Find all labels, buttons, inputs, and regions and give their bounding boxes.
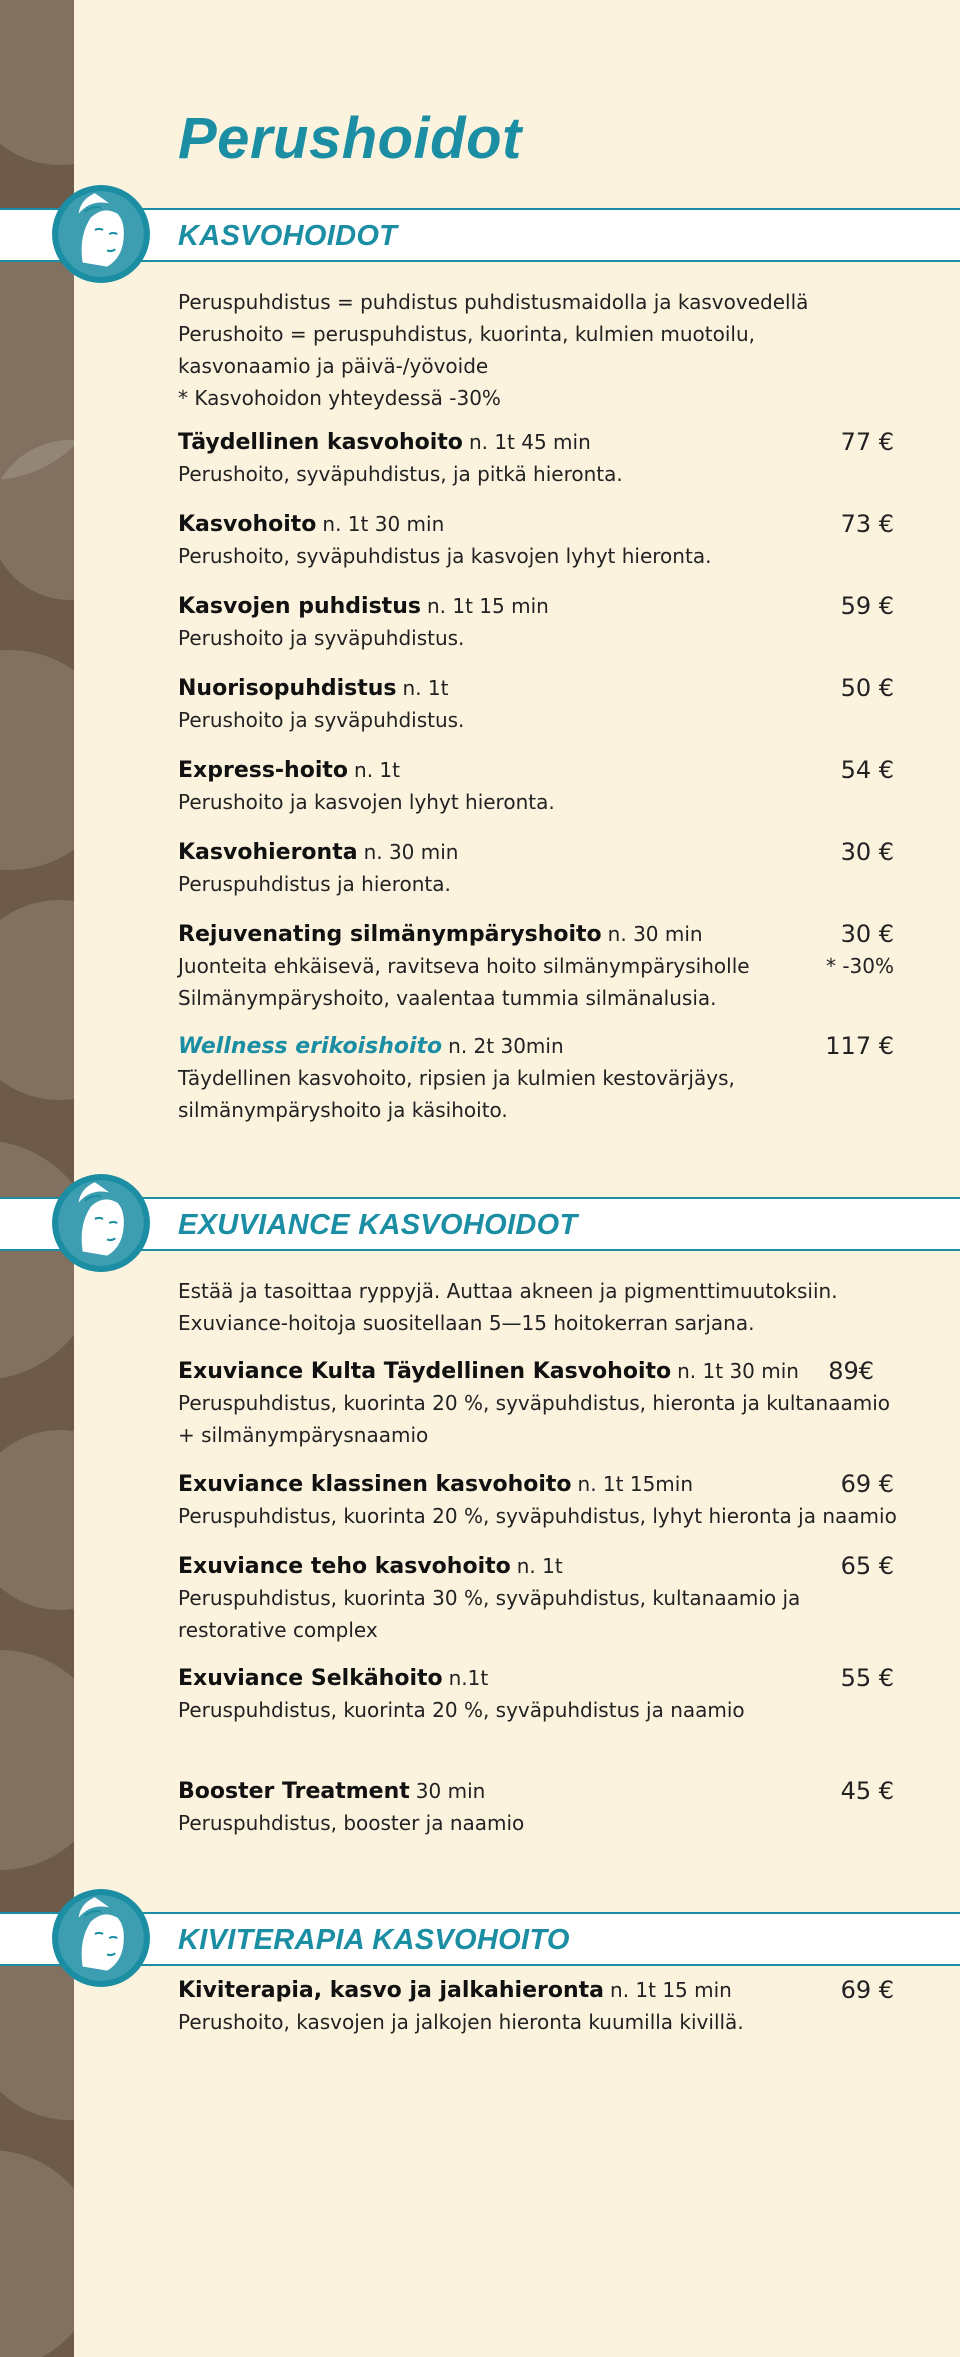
section-title: KIVITERAPIA KASVOHOITO — [178, 1924, 570, 1956]
service-duration: n. 1t — [402, 676, 449, 700]
service-duration: n. 1t — [516, 1554, 563, 1578]
face-massage-icon — [50, 1172, 152, 1274]
service-duration: 30 min — [415, 1779, 486, 1803]
service-price: 30 € — [840, 920, 894, 948]
service-description: restorative complex — [178, 1618, 378, 1642]
service-name: Kasvojen puhdistus — [178, 594, 421, 619]
service-description: Peruspuhdistus, kuorinta 30 %, syväpuhdistus, kultanaamio ja — [178, 1586, 801, 1610]
service-duration: n. 30 min — [607, 922, 703, 946]
section-intro: Estää ja tasoittaa ryppyjä. Auttaa akneen ja pigmenttimuutoksiin. Exuviance-hoitoja suositellaan 5—15 hoitokerran sarjana. — [178, 1279, 838, 1335]
service-price: 59 € — [840, 592, 894, 620]
service-description: Peruspuhdistus ja hieronta. — [178, 872, 451, 896]
service-name: Express-hoito — [178, 758, 349, 783]
service-name: Exuviance Selkähoito — [178, 1666, 443, 1691]
service-item — [178, 508, 894, 572]
service-description: Peruspuhdistus, kuorinta 20 %, syväpuhdistus ja naamio — [178, 1698, 745, 1722]
service-item — [178, 1030, 894, 1126]
service-description: Perushoito, kasvojen ja jalkojen hieronta kuumilla kivillä. — [178, 2010, 744, 2034]
service-price: 65 € — [840, 1552, 894, 1580]
service-price: 69 € — [840, 1470, 894, 1498]
service-item — [178, 836, 894, 900]
service-price: 77 € — [840, 428, 894, 456]
service-description: Juonteita ehkäisevä, ravitseva hoito silmänympärysiholle * -30% — [178, 950, 894, 982]
face-massage-icon — [50, 183, 152, 285]
service-description: Perushoito, syväpuhdistus ja kasvojen lyhyt hieronta. — [178, 544, 712, 568]
service-description: Perushoito ja kasvojen lyhyt hieronta. — [178, 790, 555, 814]
section-intro: Peruspuhdistus = puhdistus puhdistusmaidolla ja kasvovedellä Perushoito = peruspuhdistus, kuorinta, kulmien muotoilu, kasvonaamio ja päivä-/yövoide * Kasvohoidon yhteydessä -30% — [178, 290, 809, 410]
service-duration: n. 1t 15 min — [426, 594, 549, 618]
service-name: Kiviterapia, kasvo ja jalkahieronta — [178, 1978, 605, 2003]
service-price: 50 € — [840, 674, 894, 702]
service-price: 55 € — [840, 1664, 894, 1692]
service-name: Exuviance klassinen kasvohoito — [178, 1472, 572, 1497]
service-name: Kasvohoito — [178, 512, 317, 537]
service-duration: n. 1t 30 min — [322, 512, 445, 536]
service-description: Perushoito, syväpuhdistus, ja pitkä hieronta. — [178, 462, 623, 486]
service-item — [178, 1775, 894, 1839]
service-description: + silmänympärysnaamio — [178, 1423, 429, 1447]
service-item — [178, 1468, 897, 1532]
service-duration: n. 1t — [354, 758, 400, 782]
service-item — [178, 590, 894, 654]
service-item — [178, 1355, 894, 1451]
service-item — [178, 918, 894, 1014]
service-name: Wellness erikoishoito — [178, 1034, 443, 1059]
service-description: Peruspuhdistus, kuorinta 20 %, syväpuhdistus, lyhyt hieronta ja naamio — [178, 1504, 897, 1528]
service-item — [178, 426, 894, 490]
discount-note: * -30% — [825, 954, 894, 978]
service-duration: n.1t — [448, 1666, 489, 1690]
service-description: Peruspuhdistus, booster ja naamio — [178, 1811, 525, 1835]
service-duration: n. 1t 15min — [577, 1472, 694, 1496]
service-name: Kasvohieronta — [178, 840, 358, 865]
service-duration: n. 1t 45 min — [468, 430, 591, 454]
service-price: 117 € — [825, 1032, 894, 1060]
service-name: Exuviance Kulta Täydellinen Kasvohoito — [178, 1359, 672, 1384]
page-title: Perushoidot — [178, 106, 522, 171]
service-item — [178, 1662, 894, 1726]
service-name: Täydellinen kasvohoito — [178, 430, 463, 455]
service-item — [178, 672, 894, 736]
service-description: Perushoito ja syväpuhdistus. — [178, 708, 465, 732]
service-price: 54 € — [840, 756, 894, 784]
service-item — [178, 1974, 894, 2038]
service-name: Nuorisopuhdistus — [178, 676, 397, 701]
service-duration: n. 30 min — [363, 840, 459, 864]
service-name: Exuviance teho kasvohoito — [178, 1554, 511, 1579]
service-description: Täydellinen kasvohoito, ripsien ja kulmien kestovärjäys, — [178, 1066, 735, 1090]
service-duration: n. 1t 30 min — [677, 1359, 799, 1383]
section-title: KASVOHOIDOT — [178, 220, 398, 252]
service-price: 30 € — [840, 838, 894, 866]
service-price: 73 € — [840, 510, 894, 538]
service-name: Booster Treatment — [178, 1779, 410, 1804]
face-massage-icon — [50, 1887, 152, 1989]
service-description: Peruspuhdistus, kuorinta 20 %, syväpuhdistus, hieronta ja kultanaamio — [178, 1391, 890, 1415]
service-duration: n. 2t 30min — [448, 1034, 564, 1058]
service-price: 89€ — [828, 1357, 874, 1385]
service-item — [178, 1550, 894, 1646]
service-name: Rejuvenating silmänympäryshoito — [178, 922, 602, 947]
service-price: 45 € — [840, 1777, 894, 1805]
service-description: Perushoito ja syväpuhdistus. — [178, 626, 465, 650]
service-price: 69 € — [840, 1976, 894, 2004]
service-description: silmänympäryshoito ja käsihoito. — [178, 1098, 508, 1122]
service-description: Silmänympäryshoito, vaalentaa tummia silmänalusia. — [178, 986, 717, 1010]
section-title: EXUVIANCE KASVOHOIDOT — [178, 1209, 578, 1241]
service-item — [178, 754, 894, 818]
service-duration: n. 1t 15 min — [610, 1978, 732, 2002]
